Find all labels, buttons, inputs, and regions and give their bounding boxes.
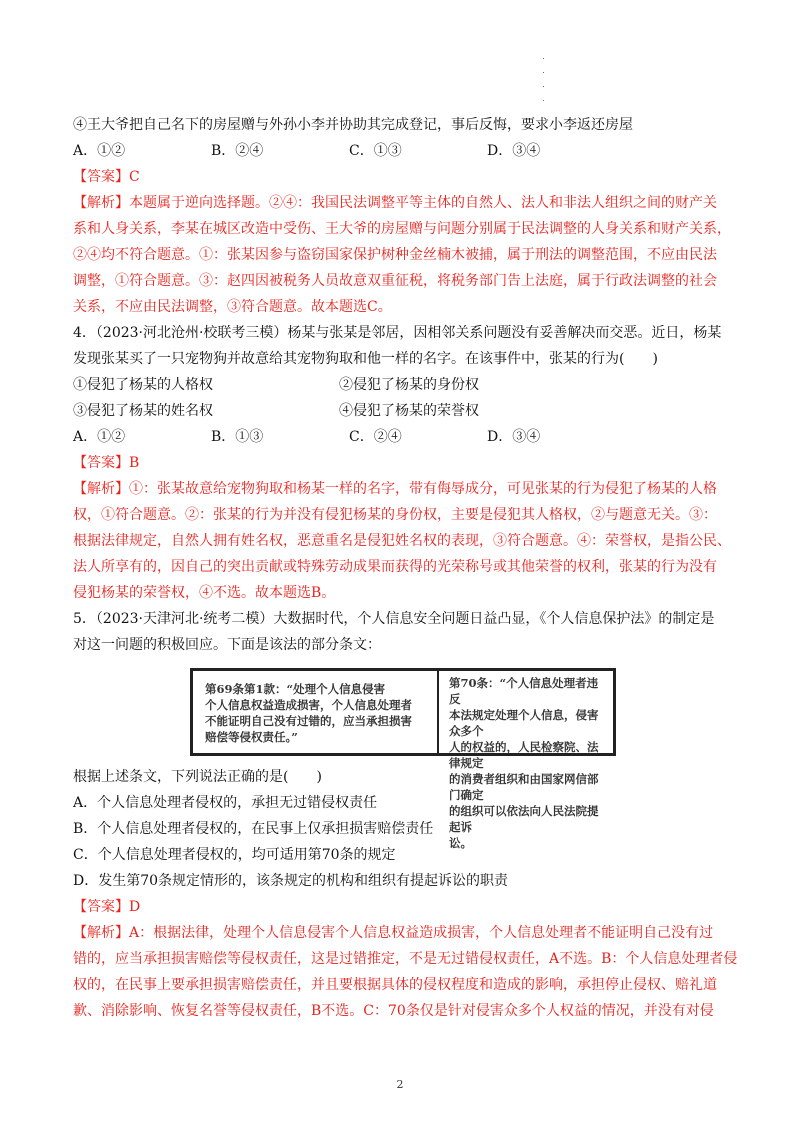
q4-analysis-line: 权，①符合题意。②：张某的行为并没有侵犯杨某的身份权，主要是侵犯其人格权，②与题意无关。③：	[73, 507, 717, 523]
prev-analysis-line: ②④均不符合题意。①：张某因参与盗窃国家保护树种金丝楠木被捕，属于刑法的调整范围，不应由民法	[73, 247, 717, 263]
q4-analysis-line: 【解析】①：张某故意给宠物狗取和杨某一样的名字，带有侮辱成分，可见张某的行为侵犯了杨某的人格	[73, 481, 717, 497]
option-c: C．①③	[349, 143, 402, 159]
dot	[543, 58, 544, 59]
option-d: D．③④	[487, 429, 541, 445]
q5-stem-line: 对这一问题的积极回应。下面是该法的部分条文：	[73, 637, 381, 653]
page-content	[73, 112, 738, 1024]
option-d: D．③④	[487, 143, 541, 159]
q4-options	[73, 424, 733, 450]
q4-item-1: ①侵犯了杨某的人格权	[73, 377, 213, 393]
q4-stem-line: 4．（2023·河北沧州·校联考三模）杨某与张某是邻居，因相邻关系问题没有妥善解决而交恶。近日，杨某	[73, 325, 722, 341]
prev-analysis-line: 【解析】本题属于逆向选择题。②④：我国民法调整平等主体的自然人、法人和非法人组织之间的财产关	[73, 195, 717, 211]
q5-stem-line: 5．（2023·天津河北·统考二模）大数据时代，个人信息安全问题日益凸显，《个人信息保护法》的制定是	[73, 611, 715, 627]
q4-stem-line: 发现张某买了一只宠物狗并故意给其宠物狗取和他一样的名字。在该事件中，张某的行为( )	[73, 351, 658, 367]
q5-analysis-line: 错的，应当承担损害赔偿等侵权责任，这是过错推定，不是无过错侵权责任，A不选。B：个人信息处理者侵	[73, 951, 738, 967]
article-70-box: 第70条：“个人信息处理者违反 本法规定处理个人信息，侵害众多个 人的权益的，人民检察院、法律规定 的消费者组织和由国家网信部门确定 的组织可以依法向人民法院提起诉 讼。	[449, 676, 599, 850]
q4-item-4: ④侵犯了杨某的荣誉权	[339, 403, 479, 419]
page-number: 2	[396, 1078, 404, 1091]
analysis-label: 【解析】	[73, 195, 129, 211]
q4-item-2: ②侵犯了杨某的身份权	[339, 377, 479, 393]
option-b: B．①③	[211, 429, 264, 445]
prev-analysis-line: 关系，不应由民法调整，③符合题意。故本题选C。	[73, 299, 392, 315]
q4-analysis-line: 侵犯杨某的荣誉权，④不选。故本题选B。	[73, 585, 336, 601]
q4-items-row	[73, 372, 733, 398]
q5-answer: 【答案】D	[73, 899, 141, 915]
q5-analysis-line: 权的，在民事上要承担损害赔偿责任，并且要根据具体的侵权程度和造成的影响，承担停止侵权、赔礼道	[73, 977, 717, 993]
prev-analysis-line: 调整，①符合题意。③：赵四因被税务人员故意双重征税，将税务部门告上法庭，属于行政法调整的社会	[73, 273, 717, 289]
q5-option-c: C．个人信息处理者侵权的，均可适用第70条的规定	[73, 847, 396, 863]
dot	[543, 100, 544, 101]
option-a: A．①②	[73, 429, 126, 445]
prev-answer: 【答案】C	[73, 169, 140, 185]
option-a: A．①②	[73, 143, 126, 159]
q5-option-a: A．个人信息处理者侵权的，承担无过错侵权责任	[73, 795, 378, 811]
q4-analysis-line: 根据法律规定，自然人拥有姓名权，恶意重名是侵犯姓名权的表现，③符合题意。④：荣誉权，是指公民、	[73, 533, 731, 549]
option-c: C．②④	[349, 429, 402, 445]
analysis-label: 【解析】	[73, 925, 129, 941]
prev-options	[73, 138, 733, 164]
prev-item-4: ④王大爷把自己名下的房屋赠与外孙小李并协助其完成登记，事后反悔，要求小李返还房屋	[73, 117, 633, 133]
option-b: B．②④	[211, 143, 264, 159]
top-dots	[543, 58, 547, 114]
analysis-label: 【解析】	[73, 481, 129, 497]
dot	[543, 86, 544, 87]
prev-analysis-line: 系和人身关系，李某在城区改造中受伤、王大爷的房屋赠与问题分别属于民法调整的人身关系和财产关系，	[73, 221, 731, 237]
q5-analysis-line: 歉、消除影响、恢复名誉等侵权责任，B不选。C：70条仅是针对侵害众多个人权益的情况，并没有对侵	[73, 1003, 714, 1019]
q5-option-b: B．个人信息处理者侵权的，在民事上仅承担损害赔偿责任	[73, 821, 434, 837]
q4-items-row	[73, 398, 733, 424]
dot	[543, 72, 544, 73]
article-69-box: 第69条第1款：“处理个人信息侵害 个人信息权益造成损害，个人信息处理者 不能证明自己没有过错的，应当承担损害 赔偿等侵权责任。”	[193, 671, 439, 753]
q4-item-3: ③侵犯了杨某的姓名权	[73, 403, 213, 419]
q5-question: 根据上述条文，下列说法正确的是( )	[73, 769, 322, 785]
q4-analysis-line: 法人所享有的，因自己的突出贡献或特殊劳动成果而获得的光荣称号或其他荣誉的权利，张某的行为没有	[73, 559, 717, 575]
q4-answer: 【答案】B	[73, 455, 140, 471]
q5-option-d: D．发生第70条规定情形的，该条规定的机构和组织有提起诉讼的职责	[73, 873, 509, 889]
q5-analysis-line: 【解析】A：根据法律，处理个人信息侵害个人信息权益造成损害，个人信息处理者不能证明自己没有过	[73, 925, 714, 941]
